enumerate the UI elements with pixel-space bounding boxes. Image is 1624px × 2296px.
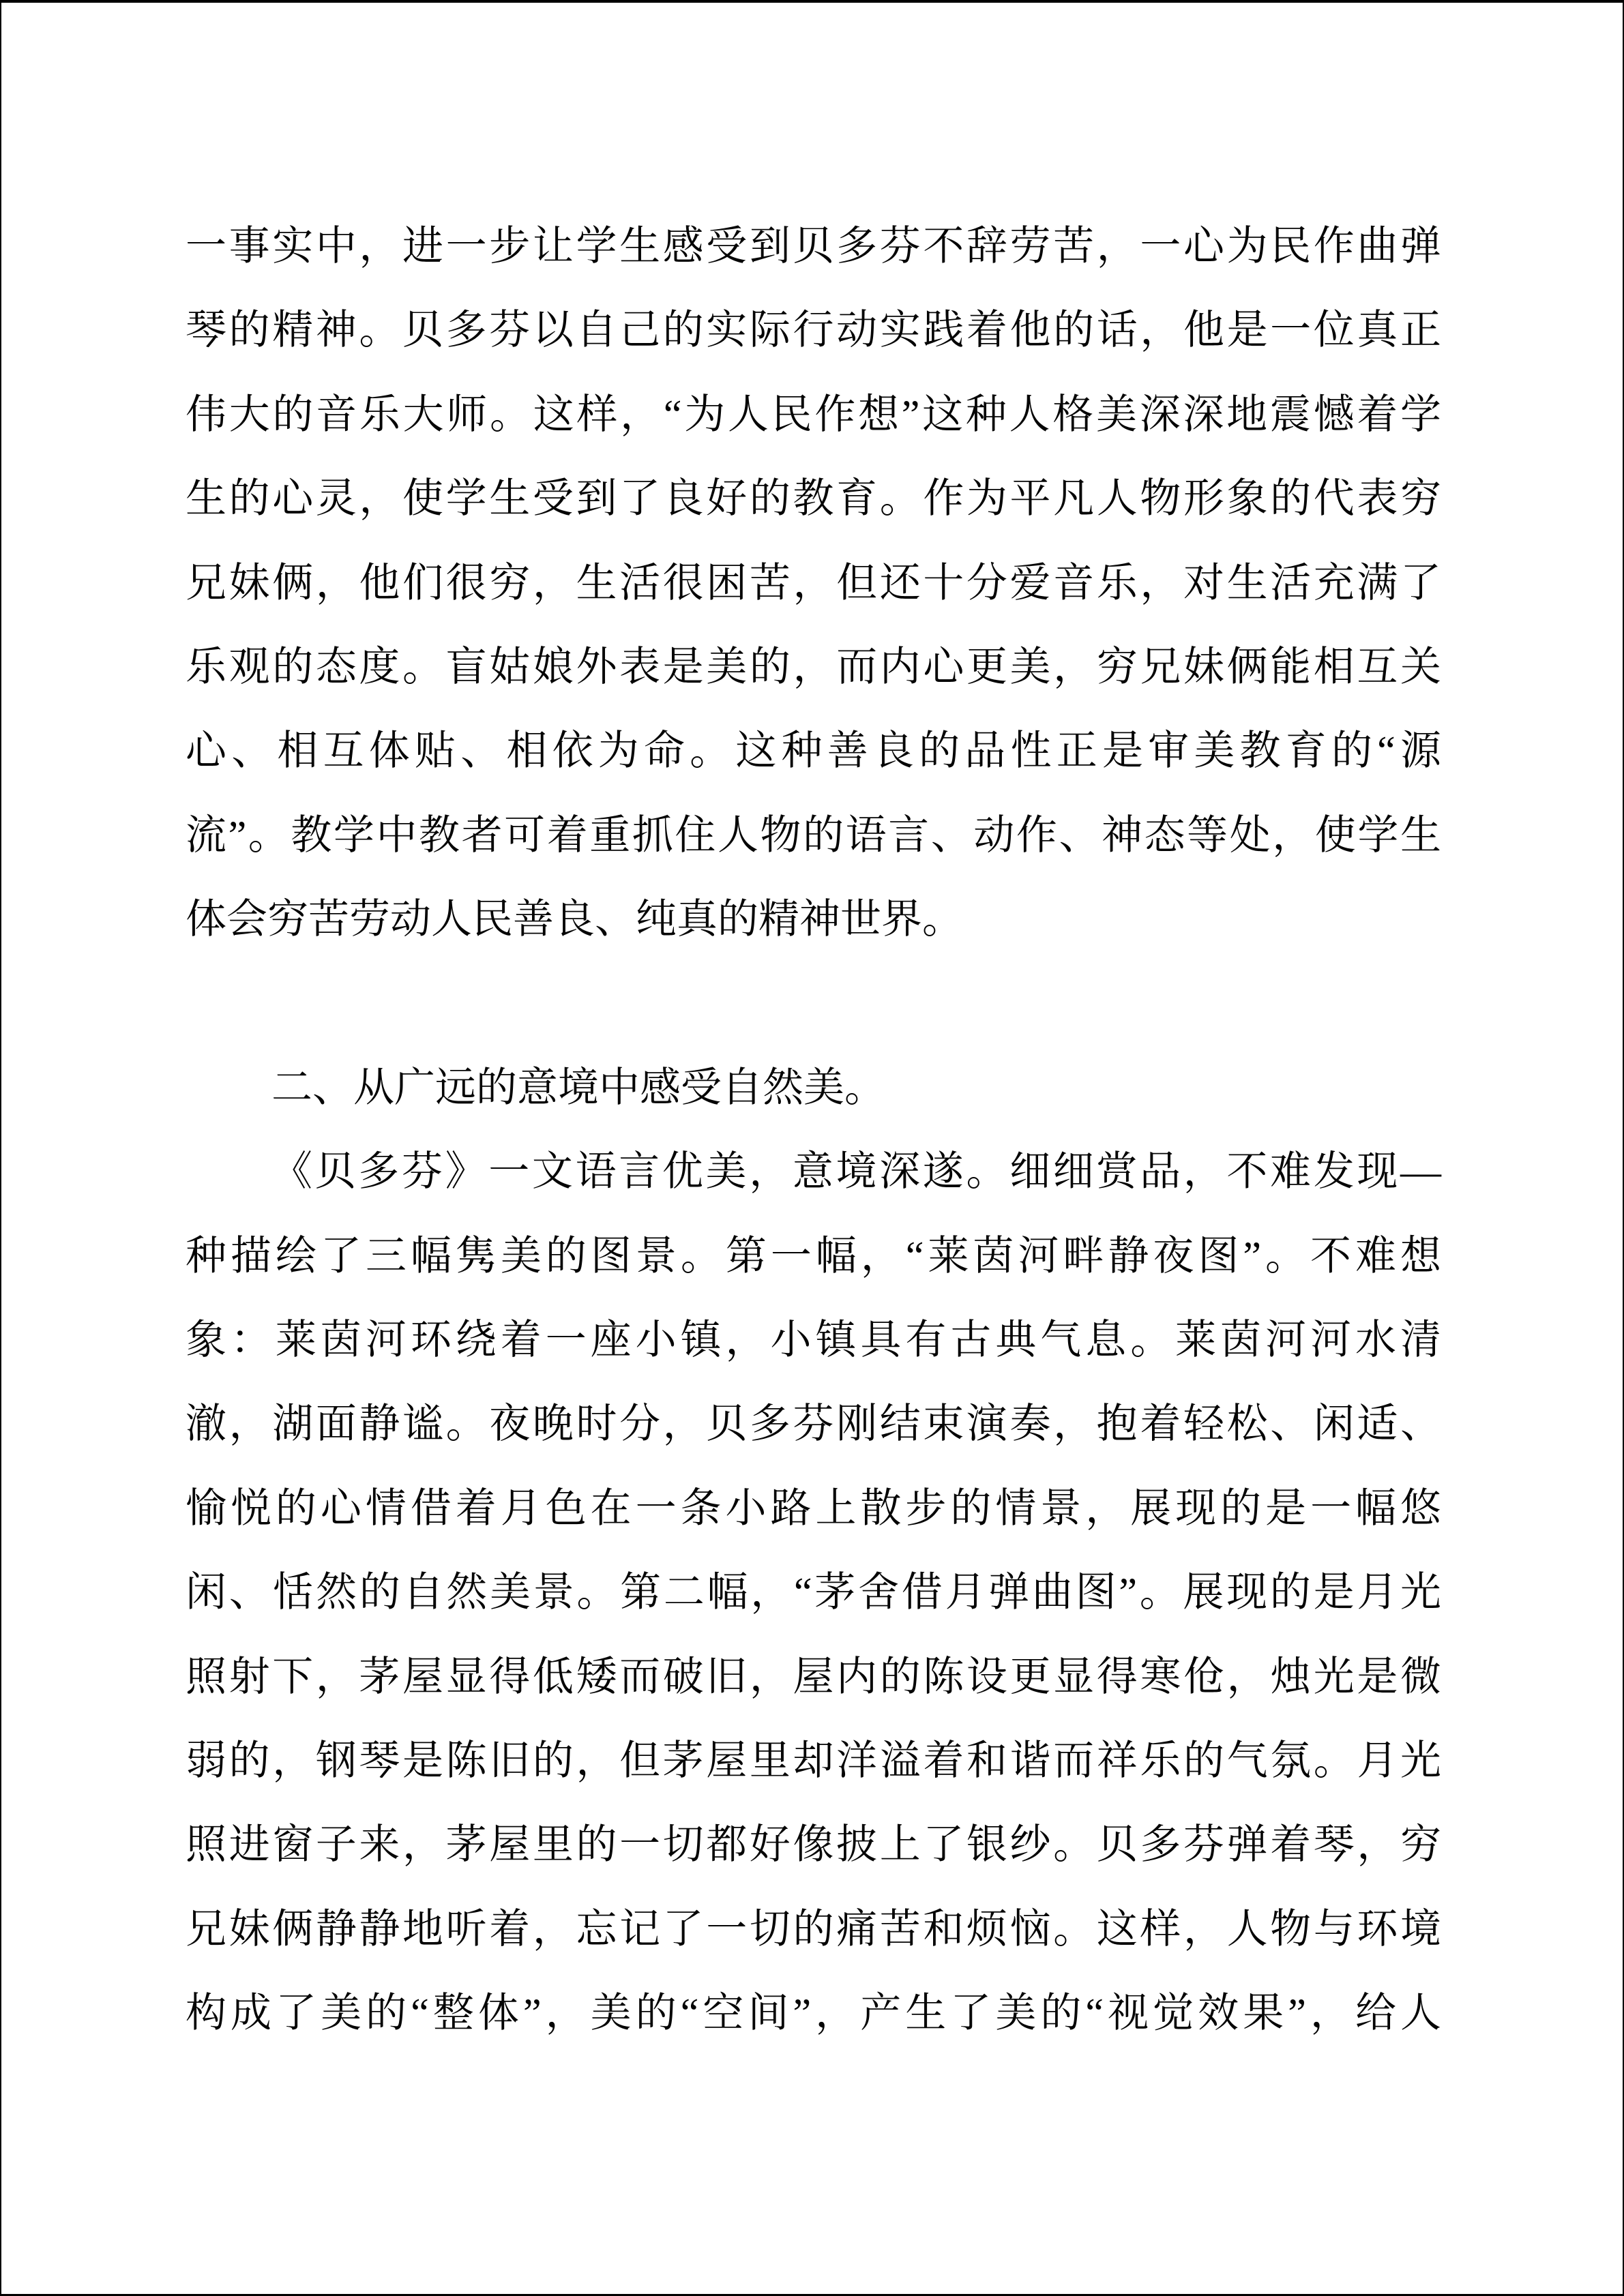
text-line: 兄妹俩静静地听着，忘记了一切的痛苦和烦恼。这样，人物与环境 — [186, 1906, 1441, 1952]
text-line: 伟大的音乐大师。这样，“为人民作想”这种人格美深深地震憾着学 — [186, 391, 1441, 437]
text-line: 心、相互体贴、相依为命。这种善良的品性正是审美教育的“源 — [186, 728, 1441, 774]
text-line: 种描绘了三幅隽美的图景。第一幅，“莱茵河畔静夜图”。不难想 — [186, 1233, 1441, 1279]
text-line: 象：莱茵河环绕着一座小镇，小镇具有古典气息。莱茵河河水清 — [186, 1317, 1441, 1363]
text-line: 体会穷苦劳动人民善良、纯真的精神世界。 — [186, 897, 963, 942]
text-line: 琴的精神。贝多芬以自己的实际行动实践着他的话，他是一位真正 — [186, 308, 1441, 353]
text-line: 构成了美的“整体”，美的“空间”，产生了美的“视觉效果”，给人 — [186, 1991, 1441, 2036]
text-line: 兄妹俩，他们很穷，生活很困苦，但还十分爱音乐，对生活充满了 — [186, 560, 1441, 606]
text-line: 流”。教学中教者可着重抓住人物的语言、动作、神态等处，使学生 — [186, 812, 1441, 858]
text-line: 一事实中，进一步让学生感受到贝多芬不辞劳苦，一心为民作曲弹 — [186, 224, 1441, 269]
text-line: 闲、恬然的自然美景。第二幅，“茅舍借月弹曲图”。展现的是月光 — [186, 1570, 1441, 1615]
section-heading: 二、从广远的意境中感受自然美。 — [271, 1064, 885, 1110]
text-line: 生的心灵，使学生受到了良好的教育。作为平凡人物形象的代表穷 — [186, 476, 1441, 522]
text-line: 澈，湖面静谧。夜晚时分，贝多芬刚结束演奏，抱着轻松、闲适、 — [186, 1401, 1441, 1447]
text-line: 《贝多芬》一文语言优美，意境深遂。细细赏品，不难发现— — [271, 1149, 1441, 1195]
text-line: 弱的，钢琴是陈旧的，但茅屋里却洋溢着和谐而祥乐的气氛。月光 — [186, 1738, 1441, 1784]
text-block — [186, 205, 1441, 2056]
text-line: 照进窗子来，茅屋里的一切都好像披上了银纱。贝多芬弹着琴，穷 — [186, 1822, 1441, 1868]
text-line: 照射下，茅屋显得低矮而破旧，屋内的陈设更显得寒伧，烛光是微 — [186, 1654, 1441, 1699]
text-line: 乐观的态度。盲姑娘外表是美的，而内心更美，穷兄妹俩能相互关 — [186, 644, 1441, 689]
blank-line — [186, 962, 1441, 1046]
text-line: 愉悦的心情借着月色在一条小路上散步的情景，展现的是一幅悠 — [186, 1485, 1441, 1531]
